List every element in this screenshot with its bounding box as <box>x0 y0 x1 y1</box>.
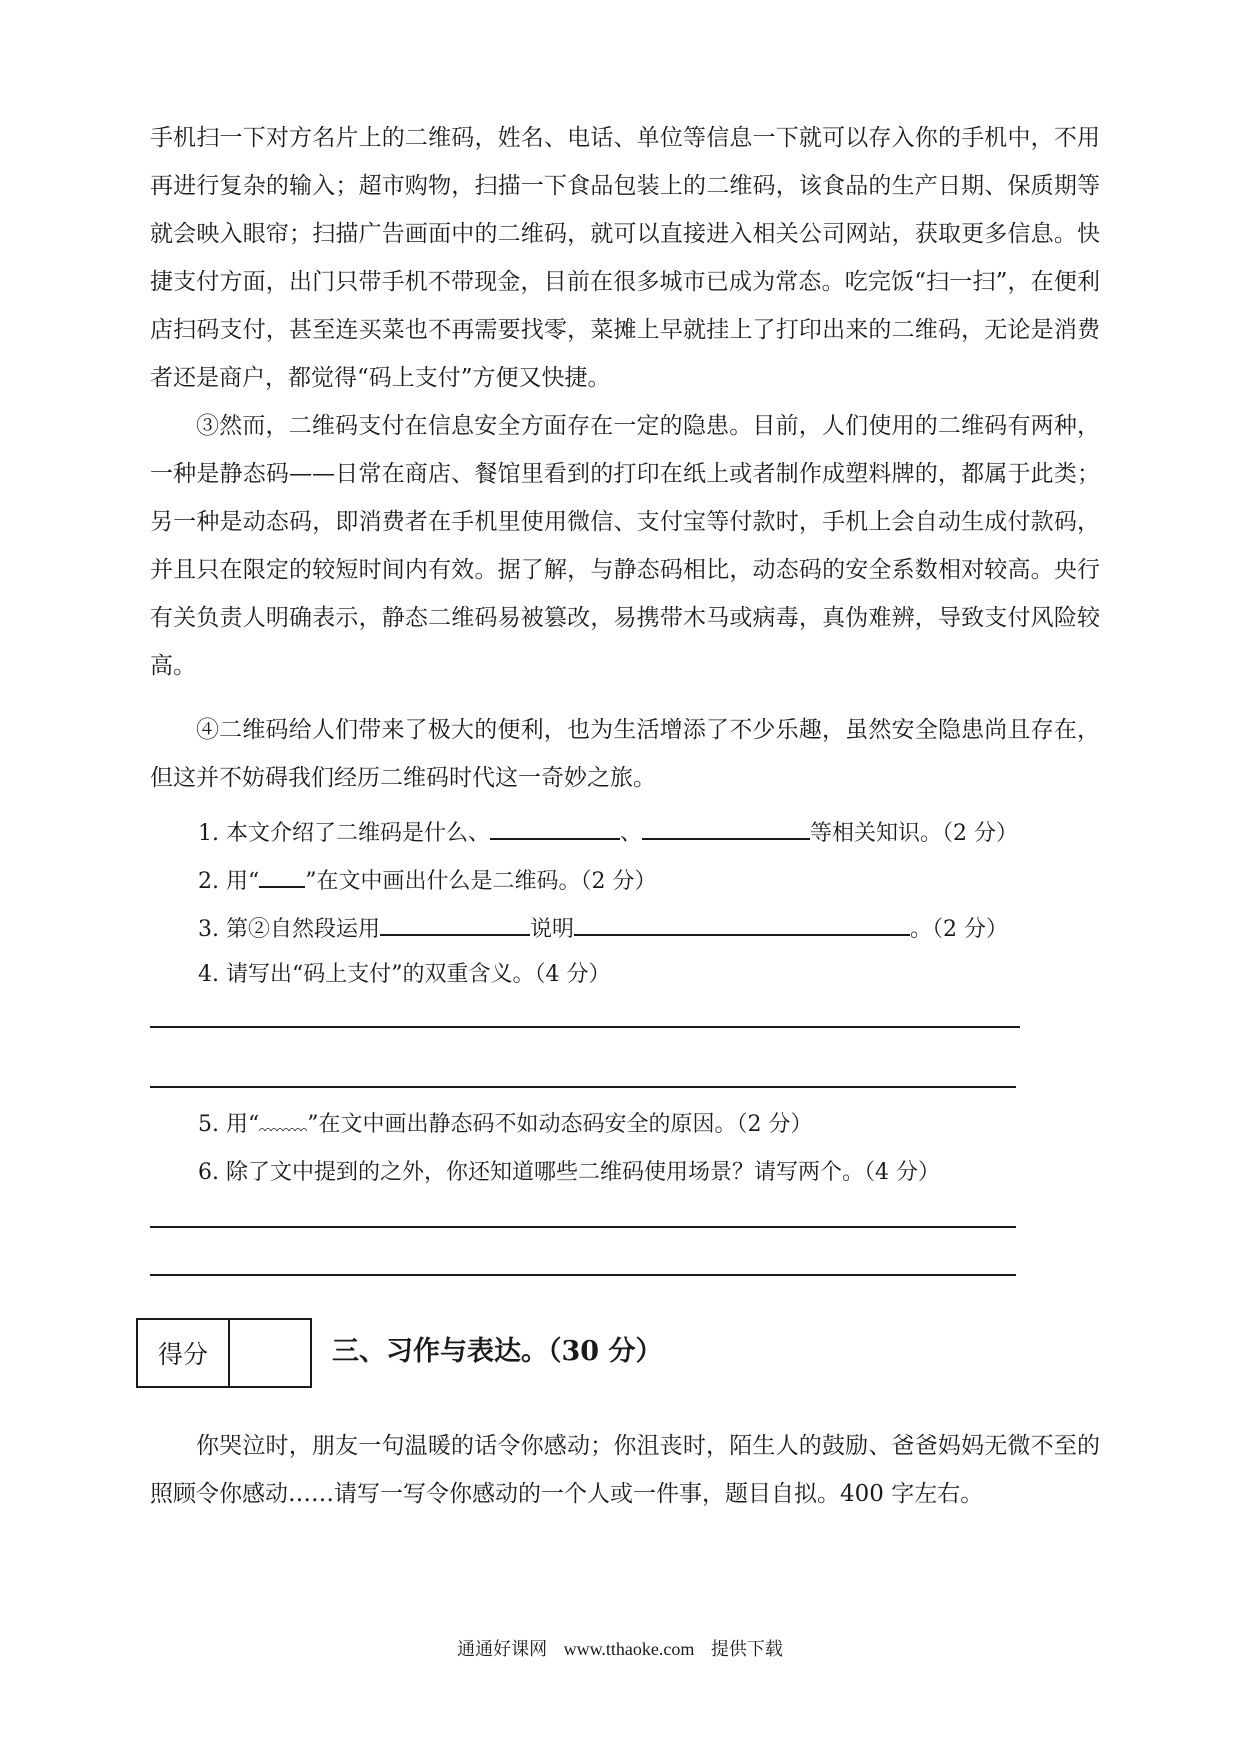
passage-paragraph-4: ④二维码给人们带来了极大的便利，也为生活增添了不少乐趣，虽然安全隐患尚且存在，但这并不妨碍我们经历二维码时代这一奇妙之旅。 <box>150 717 1100 791</box>
question-4 <box>198 960 610 990</box>
question-1-text-c: 等相关知识。（2 分） <box>810 821 1018 846</box>
question-4-answer-line-2[interactable] <box>150 1086 1016 1088</box>
composition-prompt: 你哭泣时，朋友一句温暖的话令你感动；你沮丧时，陌生人的鼓励、爸爸妈妈无微不至的照顾令你感动……请写一写令你感动的一个人或一件事，题目自拟。400 字左右。 <box>150 1433 1100 1507</box>
question-2-text-a: 2. 用“ <box>198 869 260 894</box>
question-3-text-b: 说明 <box>529 917 574 942</box>
question-3-blank-1[interactable] <box>380 912 530 936</box>
question-6-answer-line-2[interactable] <box>150 1274 1016 1276</box>
question-4-answer-line-1[interactable] <box>150 1026 1020 1028</box>
question-6-text: 6. 除了文中提到的之外，你还知道哪些二维码使用场景？请写两个。（4 分） <box>198 1160 940 1185</box>
question-6-answer-line-1[interactable] <box>150 1226 1016 1228</box>
question-2-underline-mark <box>259 864 305 888</box>
section-3-title: 三、习作与表达。（30 分） <box>332 1336 663 1367</box>
question-4-text: 4. 请写出“码上支付”的双重含义。（4 分） <box>198 962 611 987</box>
score-box <box>136 1318 312 1388</box>
score-label: 得分 <box>138 1320 230 1386</box>
question-1-text-b: 、 <box>619 821 642 846</box>
question-5-text-b: ”在文中画出静态码不如动态码安全的原因。（2 分） <box>307 1112 813 1137</box>
question-3-text-a: 3. 第②自然段运用 <box>198 917 380 942</box>
score-entry-cell[interactable] <box>230 1320 310 1386</box>
question-2-text-b: ”在文中画出什么是二维码。（2 分） <box>305 869 657 894</box>
question-5-wavy-mark <box>259 1121 307 1131</box>
question-2 <box>198 864 656 897</box>
question-6 <box>198 1158 940 1188</box>
question-1-text-a: 1. 本文介绍了二维码是什么、 <box>198 821 490 846</box>
passage-paragraph-continued: 手机扫一下对方名片上的二维码，姓名、电话、单位等信息一下就可以存入你的手机中，不用再进行复杂的输入；超市购物，扫描一下食品包装上的二维码，该食品的生产日期、保质期等就会映入眼帘；扫描广告画面中的二维码，就可以直接进入相关公司网站，获取更多信息。快捷支付方面，出门只带手机不带现金，目前在很多城市已成为常态。吃完饭“扫一扫”，在便利店扫码支付，甚至连买菜也不再需要找零，菜摊上早就挂上了打印出来的二维码，无论是消费者还是商户，都觉得“码上支付”方便又快捷。 <box>150 125 1100 391</box>
question-1 <box>198 816 1018 849</box>
footer-url: www.tthaoke.com <box>563 1639 695 1659</box>
footer-site-name: 通通好课网 <box>457 1639 548 1659</box>
footer-note: 提供下载 <box>710 1639 783 1659</box>
page-footer <box>0 1636 1240 1662</box>
question-5-text-a: 5. 用“ <box>198 1112 260 1137</box>
question-1-blank-1[interactable] <box>490 816 620 840</box>
passage-paragraph-3: ③然而，二维码支付在信息安全方面存在一定的隐患。目前，人们使用的二维码有两种，一种是静态码——日常在商店、餐馆里看到的打印在纸上或者制作成塑料牌的，都属于此类；另一种是动态码，即消费者在手机里使用微信、支付宝等付款时，手机上会自动生成付款码，并且只在限定的较短时间内有效。据了解，与静态码相比，动态码的安全系数相对较高。央行有关负责人明确表示，静态二维码易被篡改，易携带木马或病毒，真伪难辨，导致支付风险较高。 <box>150 413 1100 679</box>
question-5 <box>198 1110 812 1140</box>
question-3-blank-2[interactable] <box>574 912 910 936</box>
question-3 <box>198 912 1008 945</box>
question-3-text-c: 。（2 分） <box>910 917 1008 942</box>
question-1-blank-2[interactable] <box>642 816 810 840</box>
